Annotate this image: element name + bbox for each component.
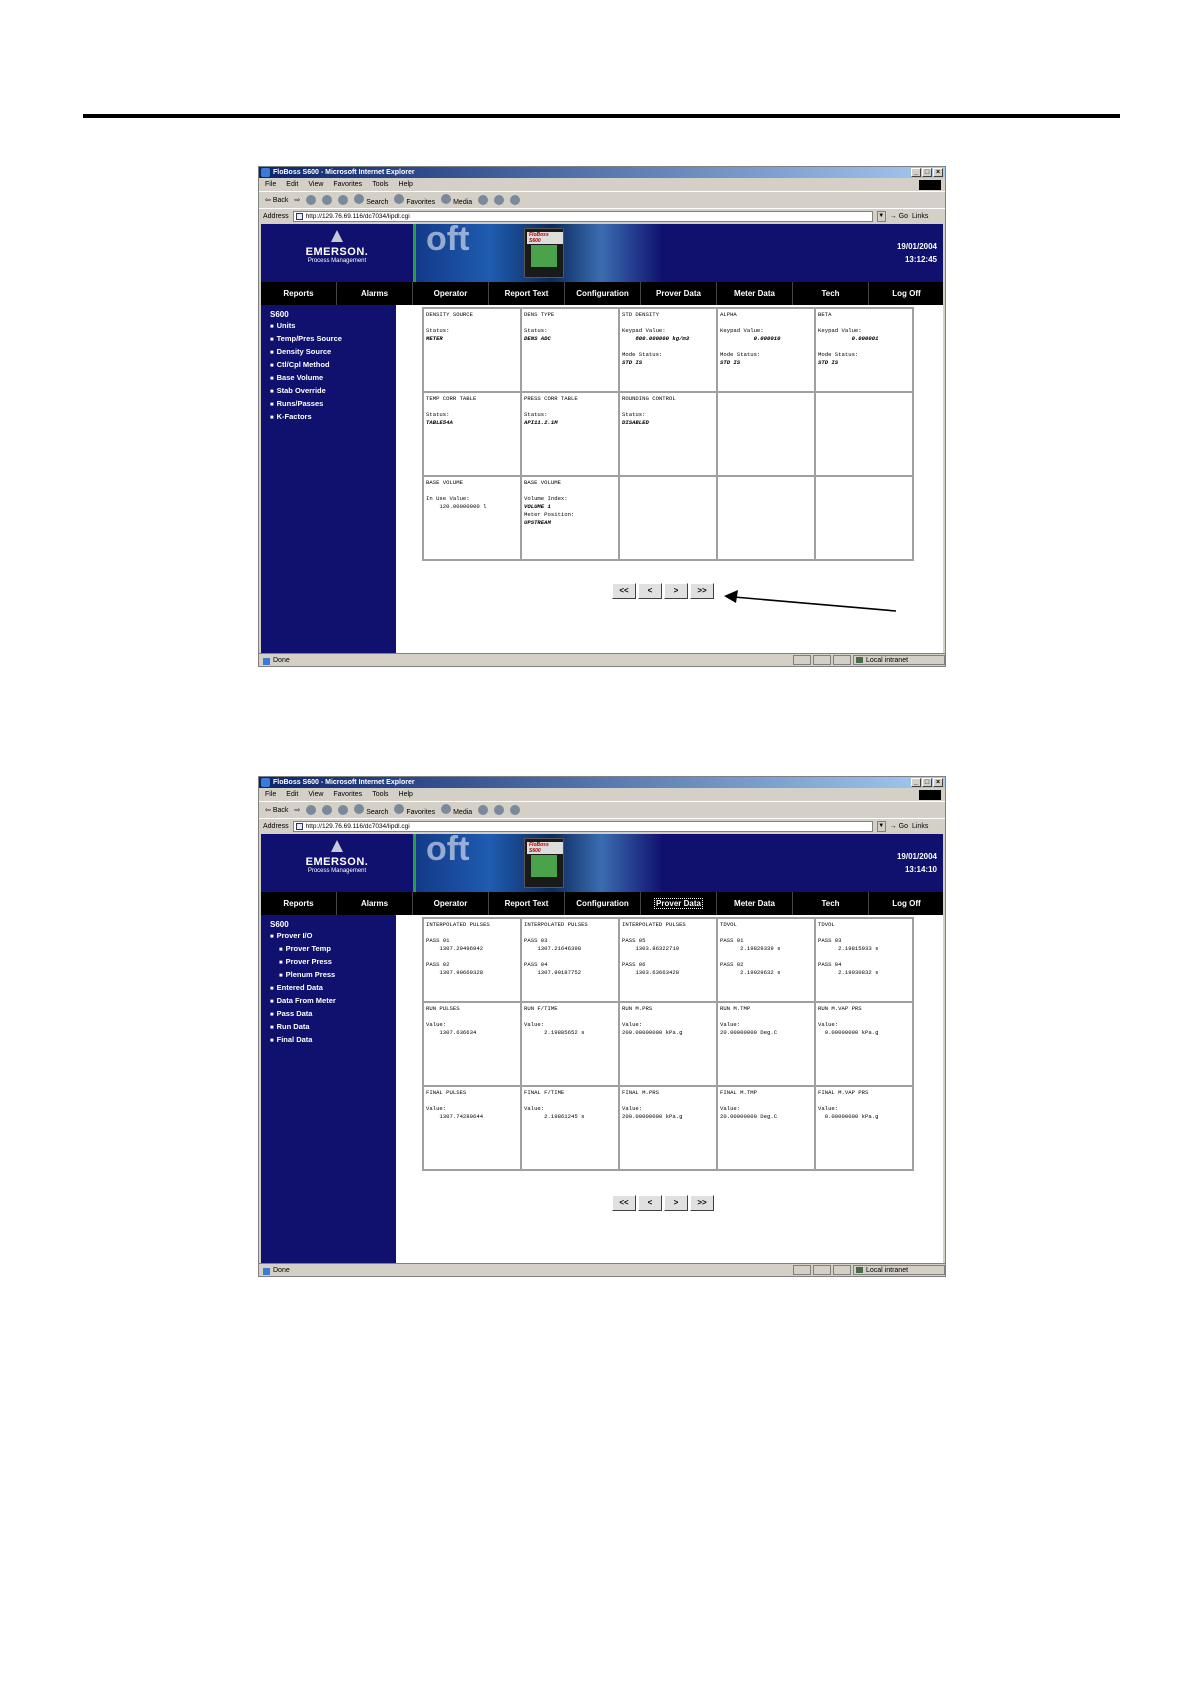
minimize-button[interactable]: _ — [911, 778, 921, 787]
go-label: Go — [898, 212, 908, 220]
header-banner — [261, 224, 943, 282]
floboss-device-image — [524, 838, 564, 888]
menu-bar — [259, 788, 945, 802]
next-page-button[interactable]: > — [664, 1195, 688, 1211]
nav-report-text[interactable] — [489, 282, 565, 305]
media-label: Media — [453, 809, 473, 816]
nav-label: Report Text — [504, 899, 549, 908]
menu-item-edit[interactable]: Edit — [286, 181, 299, 188]
prev-page-button[interactable]: < — [638, 1195, 662, 1211]
media-button[interactable] — [441, 804, 472, 816]
nav-reports[interactable] — [261, 282, 337, 305]
menu-item-tools[interactable]: Tools — [372, 181, 389, 188]
nav-label: Report Text — [504, 289, 549, 298]
data-cell[interactable]: FINAL M.VAP PRS Value: 0.00000000 kPa.g — [816, 1087, 912, 1169]
data-cell[interactable]: PRESS CORR TABLE Status: API11.2.1M — [522, 393, 618, 475]
cell-value: VOLUME 1 — [524, 503, 551, 510]
nav-label: Alarms — [360, 899, 389, 908]
links-button[interactable]: Links — [911, 212, 929, 220]
current-time: 13:12:45 — [904, 255, 937, 264]
links-button[interactable]: Links — [911, 822, 929, 830]
home-icon[interactable] — [338, 195, 348, 205]
sidebar-item[interactable]: ■ Prover Temp — [270, 943, 396, 956]
search-button[interactable] — [354, 804, 388, 816]
data-cell[interactable]: BASE VOLUME In Use Value: 120.00000000 l — [424, 477, 520, 559]
nav-alarms[interactable] — [337, 892, 413, 915]
banner-photo — [413, 224, 663, 282]
nav-log-off[interactable] — [869, 892, 943, 915]
last-page-button[interactable]: >> — [690, 1195, 714, 1211]
data-cell[interactable]: ALPHA Keypad Value: 0.000010 Mode Status: STD IS — [718, 309, 814, 391]
data-cell[interactable]: TDVOL PASS 03 2.19815933 s PASS 04 2.19930832 s — [816, 919, 912, 1001]
menu-item-favorites[interactable]: Favorites — [333, 791, 363, 798]
sidebar-item[interactable]: ■ Ctl/Cpl Method — [270, 359, 396, 372]
nav-label: Tech — [821, 289, 840, 298]
sidebar-item[interactable]: ■ Base Volume — [270, 372, 396, 385]
windows-logo-icon — [919, 180, 941, 190]
favorites-button[interactable] — [394, 804, 435, 816]
nav-alarms[interactable] — [337, 282, 413, 305]
back-label: Back — [272, 197, 289, 204]
address-label: Address — [263, 212, 289, 220]
maximize-button[interactable]: □ — [922, 778, 932, 787]
menu-item-tools[interactable]: Tools — [372, 791, 389, 798]
favorites-icon — [394, 194, 404, 204]
address-url: http://129.76.69.116/dc7034/lipdl.cgi — [305, 822, 410, 830]
data-cell[interactable] — [816, 477, 912, 559]
status-segment — [833, 1265, 851, 1275]
favorites-label: Favorites — [406, 199, 436, 206]
search-button[interactable] — [354, 194, 388, 206]
device-label: FloBoss S600 — [527, 232, 563, 244]
pager — [612, 1195, 714, 1211]
window-controls — [911, 168, 943, 177]
cell-value: 0.000001 — [851, 335, 879, 342]
go-button[interactable]: → Go — [889, 822, 908, 830]
nav-label: Alarms — [360, 289, 389, 298]
main-nav — [261, 282, 943, 305]
toolbar — [259, 192, 945, 209]
data-cell[interactable]: STD DENSITY Keypad Value: 800.000000 kg/m3 Mode Status: STD IS — [620, 309, 716, 391]
data-cell[interactable]: FINAL M.TMP Value: 20.00000000 Deg.C — [718, 1087, 814, 1169]
data-cell[interactable]: INTERPOLATED PULSES PASS 03 1307.21646398 PASS 04 1307.90187752 — [522, 919, 618, 1001]
mail-icon[interactable] — [494, 805, 504, 815]
data-cell[interactable]: DENS TYPE Status: DENS ADC — [522, 309, 618, 391]
media-label: Media — [453, 199, 473, 206]
data-grid — [422, 307, 914, 561]
status-segment — [833, 655, 851, 665]
nav-label: Configuration — [576, 899, 629, 908]
windows-logo-icon — [919, 790, 941, 800]
emerson-mark-icon — [331, 230, 343, 242]
date-time — [897, 240, 937, 266]
address-bar — [259, 209, 945, 223]
sidebar-item[interactable]: ■ Pass Data — [270, 1008, 396, 1021]
cell-value: STD IS — [720, 359, 741, 366]
nav-configuration[interactable] — [565, 282, 641, 305]
cell-value: 800.000000 kg/m3 — [635, 335, 690, 342]
banner-photo-text: oft — [426, 224, 470, 258]
menu-item-file[interactable]: File — [265, 181, 277, 188]
search-icon — [354, 194, 364, 204]
sidebar-item[interactable]: ■ Prover Press — [270, 956, 396, 969]
stop-icon[interactable] — [306, 805, 316, 815]
print-icon[interactable] — [510, 195, 520, 205]
nav-prover-data[interactable] — [641, 892, 717, 915]
data-cell[interactable] — [718, 393, 814, 475]
status-segment — [793, 655, 811, 665]
sidebar-item[interactable]: ■ Run Data — [270, 1021, 396, 1034]
data-cell[interactable]: FINAL F/TIME Value: 2.19861245 s — [522, 1087, 618, 1169]
ie-icon — [261, 168, 270, 177]
sidebar — [261, 305, 396, 653]
nav-reports[interactable] — [261, 892, 337, 915]
prev-page-button[interactable]: < — [638, 583, 662, 599]
home-icon[interactable] — [338, 805, 348, 815]
current-date: 19/01/2004 — [896, 852, 937, 861]
minimize-button[interactable]: _ — [911, 168, 921, 177]
data-cell[interactable]: INTERPOLATED PULSES PASS 05 1303.86322719 PASS 06 1303.63663428 — [620, 919, 716, 1001]
data-cell[interactable] — [718, 477, 814, 559]
status-text: Done — [263, 657, 793, 664]
refresh-icon[interactable] — [322, 195, 332, 205]
nav-label: Tech — [821, 899, 840, 908]
date-time — [897, 850, 937, 876]
emerson-logo — [261, 834, 413, 892]
nav-label: Reports — [283, 899, 314, 908]
data-cell[interactable]: RUN F/TIME Value: 2.19885652 s — [522, 1003, 618, 1085]
first-page-button[interactable]: << — [612, 1195, 636, 1211]
sidebar-item[interactable]: ■ Runs/Passes — [270, 398, 396, 411]
nav-label: Meter Data — [734, 899, 775, 908]
menu-item-favorites[interactable]: Favorites — [333, 181, 363, 188]
pointer-arrow — [720, 585, 900, 625]
cell-value: 0.000010 — [753, 335, 781, 342]
status-text: Done — [263, 1267, 793, 1274]
data-cell[interactable] — [620, 477, 716, 559]
nav-configuration[interactable] — [565, 892, 641, 915]
menu-item-help[interactable]: Help — [398, 181, 413, 188]
close-button[interactable]: × — [933, 168, 943, 177]
data-cell[interactable]: TEMP CORR TABLE Status: TABLE54A — [424, 393, 520, 475]
maximize-button[interactable]: □ — [922, 168, 932, 177]
nav-log-off[interactable] — [869, 282, 943, 305]
floboss-device-image — [524, 228, 564, 278]
menu-item-view[interactable]: View — [308, 181, 324, 188]
data-cell[interactable]: DENSITY SOURCE Status: METER — [424, 309, 520, 391]
cell-value: METER — [426, 335, 443, 342]
data-cell[interactable]: RUN PULSES Value: 1307.636634 — [424, 1003, 520, 1085]
menu-bar — [259, 178, 945, 192]
banner-photo — [413, 834, 663, 892]
nav-meter-data[interactable] — [717, 892, 793, 915]
data-grid — [422, 917, 914, 1171]
status-segment — [813, 1265, 831, 1275]
forward-button[interactable]: ⇨ — [294, 197, 301, 204]
brand-name: EMERSON. — [305, 246, 369, 258]
favorites-button[interactable] — [394, 194, 435, 206]
nav-meter-data[interactable] — [717, 282, 793, 305]
data-cell[interactable]: FINAL M.PRS Value: 200.00000000 kPa.g — [620, 1087, 716, 1169]
data-cell[interactable] — [816, 393, 912, 475]
nav-operator[interactable] — [413, 282, 489, 305]
history-icon[interactable] — [478, 195, 488, 205]
data-cell[interactable]: FINAL PULSES Value: 1307.74280644 — [424, 1087, 520, 1169]
nav-label: Prover Data — [656, 899, 701, 908]
search-label: Search — [366, 199, 389, 206]
sidebar-root[interactable]: S600 — [270, 310, 289, 319]
page-icon — [296, 213, 303, 220]
data-cell[interactable]: RUN M.PRS Value: 200.00000000 kPa.g — [620, 1003, 716, 1085]
device-label: FloBoss S600 — [527, 842, 563, 854]
media-icon — [441, 804, 451, 814]
last-page-button[interactable]: >> — [690, 583, 714, 599]
brand-subtitle: Process Management — [307, 258, 367, 264]
sidebar-item[interactable]: ■ Temp/Pres Source — [270, 333, 396, 346]
nav-tech[interactable] — [793, 282, 869, 305]
cell-value: TABLE54A — [426, 419, 453, 426]
data-cell[interactable]: TDVOL PASS 01 2.19829339 s PASS 02 2.19929632 s — [718, 919, 814, 1001]
menu-item-help[interactable]: Help — [398, 791, 413, 798]
status-segment — [793, 1265, 811, 1275]
data-cell[interactable]: BETA Keypad Value: 0.000001 Mode Status: STD IS — [816, 309, 912, 391]
title-bar — [259, 167, 945, 178]
cell-value: STD IS — [818, 359, 839, 366]
go-button[interactable]: → Go — [889, 212, 908, 220]
menu-item-edit[interactable]: Edit — [286, 791, 299, 798]
brand-subtitle: Process Management — [307, 868, 367, 874]
address-url: http://129.76.69.116/dc7034/lipdl.cgi — [305, 212, 410, 220]
nav-label: Configuration — [576, 289, 629, 298]
print-icon[interactable] — [510, 805, 520, 815]
address-bar — [259, 819, 945, 833]
search-label: Search — [366, 809, 389, 816]
sidebar-item[interactable]: ■ Density Source — [270, 346, 396, 359]
status-segment — [813, 655, 831, 665]
current-date: 19/01/2004 — [896, 242, 937, 251]
page-icon — [296, 823, 303, 830]
data-cell[interactable]: RUN M.VAP PRS Value: 0.00000000 kPa.g — [816, 1003, 912, 1085]
current-time: 13:14:10 — [904, 865, 937, 874]
data-cell[interactable]: ROUNDING CONTROL Status: DISABLED — [620, 393, 716, 475]
window-title: FloBoss S600 - Microsoft Internet Explorer — [273, 779, 415, 786]
address-dropdown-button[interactable]: ▼ — [877, 211, 886, 222]
close-button[interactable]: × — [933, 778, 943, 787]
nav-label: Log Off — [892, 899, 921, 908]
cell-value: UPSTREAM — [524, 519, 551, 526]
pager — [612, 583, 714, 599]
device-screen — [531, 855, 557, 877]
main-nav — [261, 892, 943, 915]
first-page-button[interactable]: << — [612, 583, 636, 599]
ie-icon — [261, 778, 270, 787]
media-button[interactable] — [441, 194, 472, 206]
title-bar — [259, 777, 945, 788]
toolbar — [259, 802, 945, 819]
status-bar — [259, 1263, 945, 1276]
browser-window — [258, 776, 946, 1277]
sidebar-item[interactable]: ■ Units — [270, 320, 396, 333]
page-viewport — [261, 834, 943, 1263]
security-zone: Local intranet — [853, 1265, 945, 1275]
data-cell[interactable]: BASE VOLUME Volume Index: VOLUME 1 Meter Position: UPSTREAM — [522, 477, 618, 559]
nav-label: Meter Data — [734, 289, 775, 298]
window-controls — [911, 778, 943, 787]
favorites-icon — [394, 804, 404, 814]
nav-label: Operator — [433, 289, 468, 298]
cell-value: API11.2.1M — [524, 419, 558, 426]
device-screen — [531, 245, 557, 267]
sidebar-item[interactable]: ■ Final Data — [270, 1034, 396, 1047]
next-page-button[interactable]: > — [664, 583, 688, 599]
nav-label: Log Off — [892, 289, 921, 298]
cell-value: STD IS — [622, 359, 643, 366]
page-top-rule — [83, 114, 1120, 118]
banner-photo-text: oft — [426, 834, 470, 868]
search-icon — [354, 804, 364, 814]
data-cell[interactable]: RUN M.TMP Value: 20.00000000 Deg.C — [718, 1003, 814, 1085]
stop-icon[interactable] — [306, 195, 316, 205]
data-cell[interactable]: INTERPOLATED PULSES PASS 01 1307.29496942 PASS 02 1307.90669328 — [424, 919, 520, 1001]
sidebar-item[interactable]: ■ Data From Meter — [270, 995, 396, 1008]
status-bar — [259, 653, 945, 666]
sidebar-item[interactable]: ■ Stab Override — [270, 385, 396, 398]
forward-button[interactable]: ⇨ — [294, 807, 301, 814]
address-input[interactable] — [293, 821, 873, 832]
back-label: Back — [272, 807, 289, 814]
cell-value: DENS ADC — [524, 335, 551, 342]
favorites-label: Favorites — [406, 809, 436, 816]
sidebar-item[interactable]: ■ K-Factors — [270, 411, 396, 424]
emerson-mark-icon — [331, 840, 343, 852]
cell-value: DISABLED — [622, 419, 649, 426]
menu-item-file[interactable]: File — [265, 791, 277, 798]
sidebar-root[interactable]: S600 — [270, 920, 289, 929]
header-banner — [261, 834, 943, 892]
back-button[interactable]: ⇦ Back — [265, 197, 289, 204]
security-zone: Local intranet — [853, 655, 945, 665]
nav-operator[interactable] — [413, 892, 489, 915]
nav-report-text[interactable] — [489, 892, 565, 915]
nav-label: Prover Data — [656, 289, 701, 298]
go-label: Go — [898, 822, 908, 830]
nav-label: Reports — [283, 289, 314, 298]
sidebar-item[interactable]: ■ Prover I/O — [270, 930, 396, 943]
refresh-icon[interactable] — [322, 805, 332, 815]
address-dropdown-button[interactable]: ▼ — [877, 821, 886, 832]
nav-prover-data[interactable] — [641, 282, 717, 305]
back-button[interactable]: ⇦ Back — [265, 807, 289, 814]
sidebar-item[interactable]: ■ Entered Data — [270, 982, 396, 995]
menu-item-view[interactable]: View — [308, 791, 324, 798]
address-input[interactable] — [293, 211, 873, 222]
brand-name: EMERSON. — [305, 856, 369, 868]
media-icon — [441, 194, 451, 204]
sidebar — [261, 915, 396, 1263]
window-title: FloBoss S600 - Microsoft Internet Explorer — [273, 169, 415, 176]
nav-tech[interactable] — [793, 892, 869, 915]
mail-icon[interactable] — [494, 195, 504, 205]
nav-label: Operator — [433, 899, 468, 908]
address-label: Address — [263, 822, 289, 830]
emerson-logo — [261, 224, 413, 282]
sidebar-item[interactable]: ■ Plenum Press — [270, 969, 396, 982]
history-icon[interactable] — [478, 805, 488, 815]
